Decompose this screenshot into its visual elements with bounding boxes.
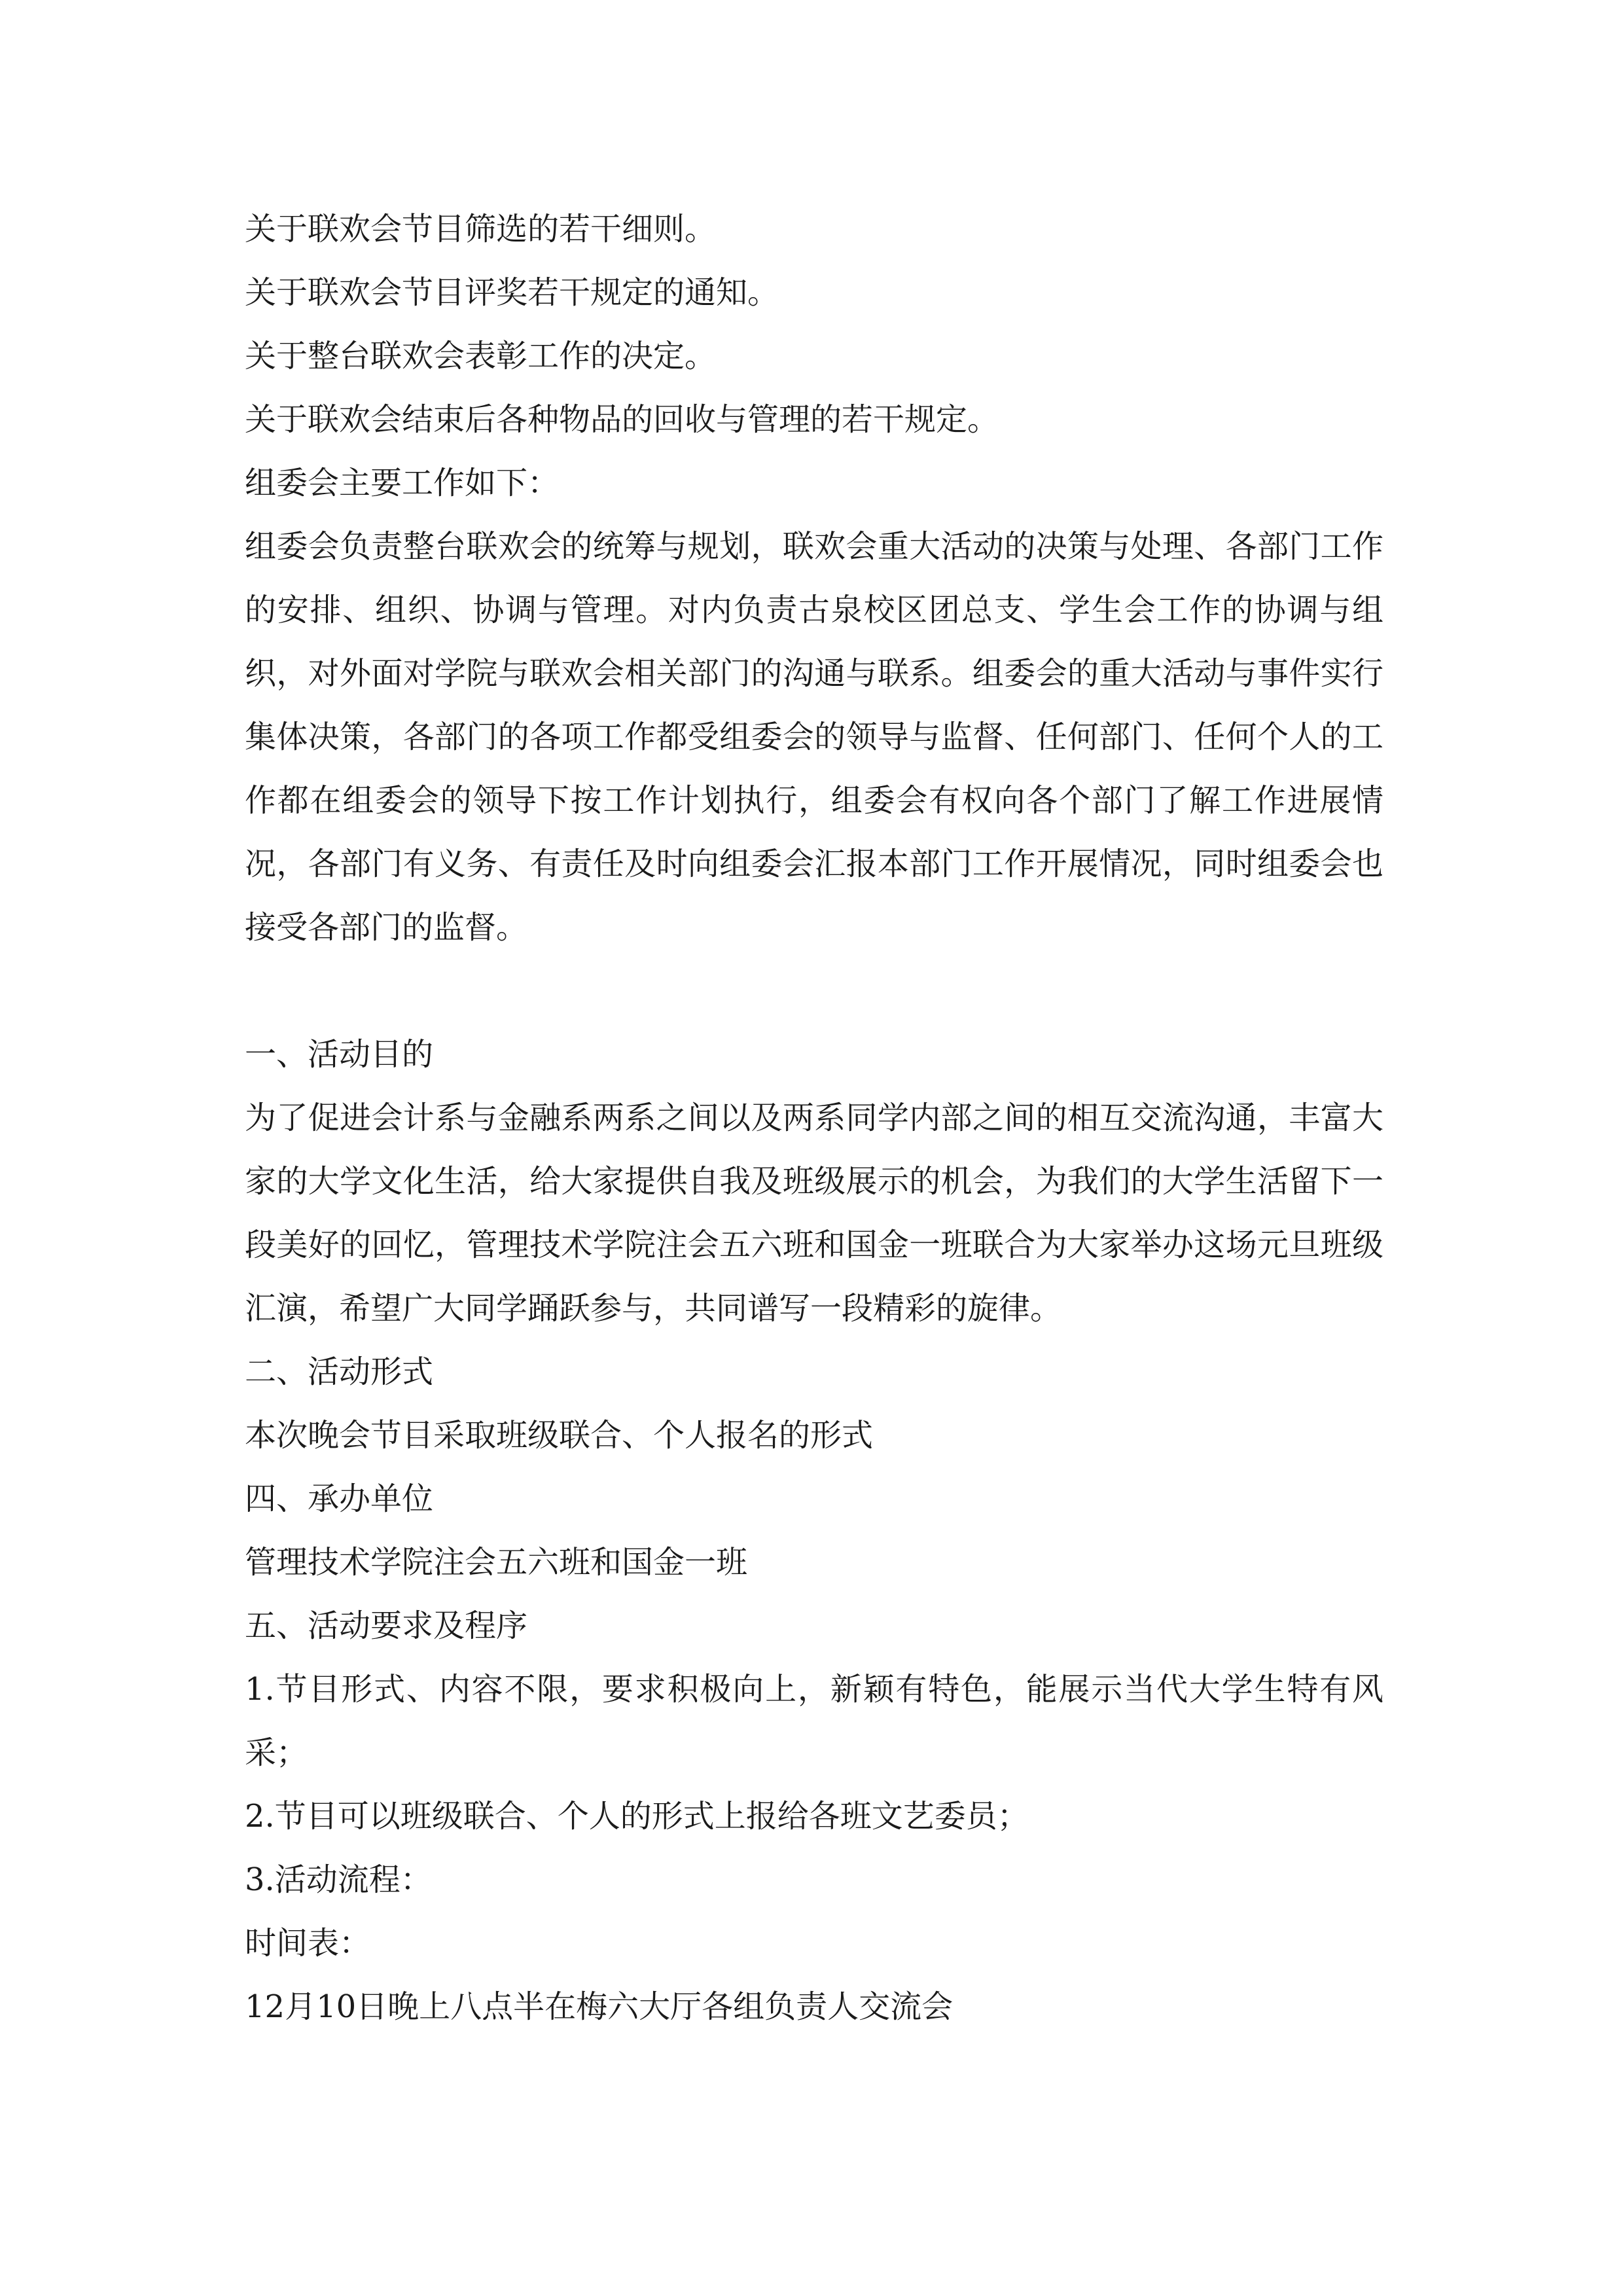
section1-paragraph: 为了促进会计系与金融系两系之间以及两系同学内部之间的相互交流沟通，丰富大家的大学文化生活，给大家提供自我及班级展示的机会，为我们的大学生活留下一段美好的回忆，管理技术学院注会五六班和国金一班联合为大家举办这场元旦班级汇演，希望广大同学踊跃参与，共同谱写一段精彩的旋律。 — [245, 1100, 1383, 1327]
schedule-heading: 时间表： — [245, 1925, 371, 1962]
section4-text: 管理技术学院注会五六班和国金一班 — [245, 1544, 748, 1581]
notice-item: 关于联欢会节目评奖若干规定的通知。 — [245, 274, 779, 311]
section2-text: 本次晚会节目采取班级联合、个人报名的形式 — [245, 1417, 874, 1454]
requirement-item-2: 2.节目可以班级联合、个人的形式上报给各班文艺委员； — [245, 1798, 1029, 1835]
section1-heading: 一、活动目的 — [245, 1036, 434, 1073]
document-body — [245, 198, 1383, 2039]
committee-paragraph: 组委会负责整台联欢会的统筹与规划，联欢会重大活动的决策与处理、各部门工作的安排、组织、协调与管理。对内负责古泉校区团总支、学生会工作的协调与组织，对外面对学院与联欢会相关部门的沟通与联系。组委会的重大活动与事件实行集体决策，各部门的各项工作都受组委会的领导与监督、任何部门、任何个人的工作都在组委会的领导下按工作计划执行，组委会有权向各个部门了解工作进展情况，各部门有义务、有责任及时向组委会汇报本部门工作开展情况，同时组委会也接受各部门的监督。 — [245, 528, 1383, 946]
requirement-item-3: 3.活动流程： — [245, 1861, 432, 1898]
notice-item: 关于联欢会节目筛选的若干细则。 — [245, 211, 717, 247]
schedule-entry: 12月10日晚上八点半在梅六大厅各组负责人交流会 — [245, 1988, 954, 2025]
section2-heading: 二、活动形式 — [245, 1354, 434, 1390]
notice-item: 关于联欢会结束后各种物品的回收与管理的若干规定。 — [245, 401, 999, 438]
section5-heading: 五、活动要求及程序 — [245, 1607, 528, 1644]
section-gap — [245, 960, 1383, 1023]
section4-heading: 四、承办单位 — [245, 1480, 434, 1517]
requirement-item-1: 1.节目形式、内容不限，要求积极向上，新颖有特色，能展示当代大学生特有风采； — [245, 1671, 1383, 1771]
committee-heading: 组委会主要工作如下： — [245, 465, 560, 501]
notice-item: 关于整台联欢会表彰工作的决定。 — [245, 338, 717, 374]
